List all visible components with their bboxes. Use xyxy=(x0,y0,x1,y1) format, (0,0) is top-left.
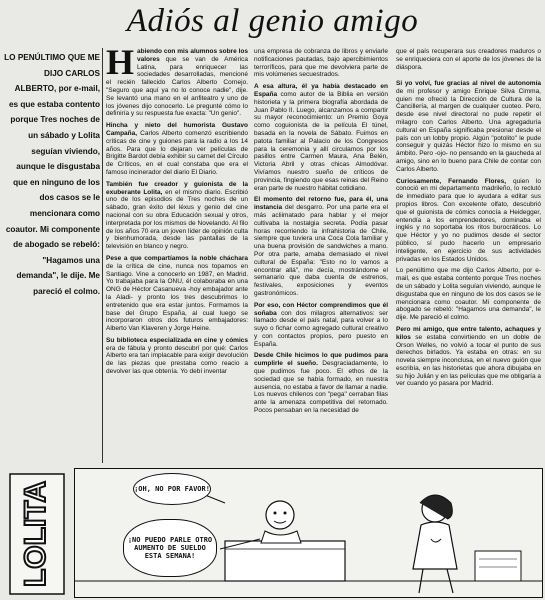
paragraph xyxy=(106,48,248,118)
paragraph-text: de la crítica de cine, nunca nos topamos en Santiago. Vine a conocerlo en 1987, en Madrid. Yo trabajaba para la ONU, él colaboraba en una ONG de Héctor Casanueva -hoy embajador ante la Aladi- y pronto los tres descubrimos lo entretenido que era estar juntos. Formamos la base del Grupo España, al cual luego se incorporaron otros dos futuros embajadores: Alberto Van Klaveren y Jorge Heine. xyxy=(106,262,248,333)
paragraph-lead: También fue creador y guionista de la exuberante Lolita, xyxy=(106,180,248,196)
logo-lettering: LOLITA xyxy=(18,480,52,588)
paragraph xyxy=(254,302,388,349)
comic-strip xyxy=(74,468,543,598)
paragraph-text: como autor de la Biblia en versión historieta y la primera biografía abordada de Juan Pablo II. Luego, alcanzamos a compartir su mayor reconocimiento: un Premio Goya como coguionista de la película El túnel, basada en la novela de Sábato. Fuimos en patota familiar al Palacio de los Congresos para la ceremonia y allí circulamos por los pasillos entre Carmen Maura, Ana Belén, Victoria Abril y otras chicas Almodóvar. Vivíamos nuestro sueño de críticos de provincia, fingiendo que esas reinas del Reino eran parte de nuestro hábitat cotidiano. xyxy=(254,90,388,192)
article-title: Adiós al genio amigo xyxy=(126,3,419,39)
paragraph xyxy=(254,196,388,297)
article-column-1 xyxy=(106,48,248,463)
pull-quote: LO PENÚLTIMO QUE ME DIJO CARLOS ALBERTO, por e-mail, es que estaba contento porque Tres noches de un sábado y Lolita seguían viviendo, aunque le disgustaba que en ninguno de los dos casos se le mencionara como coautor. Mi componente de abogado se rebeló: "Hagamos una demanda", le dije. Me pareció el colmo. xyxy=(4,53,100,296)
paragraph-text: se estaba convirtiendo en un doble de Orson Welles, no volvió a tocar el punto de sus derechos birlados. Ya estaba en otras: en su novela siempre inconclusa, en el nuevo guión que escribía, en las historietas que ahora dibujaba en su hijo Julián y en las películas que me obligaría a ver cuando yo pasara por Madrid. xyxy=(396,333,541,388)
paragraph xyxy=(254,83,388,192)
article-column-3 xyxy=(396,80,541,465)
paragraph-text: del desgarro. Por una parte era el más acliimatado para hablar y el mejor cultivaba la nostalgia secreta. Podía pasar horas recorriendo la infrahistoria de Chile, siempre que tuviera una Coca Cola familiar y una buena provisión de sandwiches a mano. Por otra parte, amaba demasiado el nivel cultural de España: "Esto no lo vamos a encontrar allá", me decía, mostrándome el semanario que daba cuenta de estrenos, festivales, exposiciones y eventos gastronómicos. xyxy=(254,204,388,297)
paragraph-text: con dos milagros alternativos: ser llamado desde el país natal, para volver a lo suyo o fichar como agregado cultural creativo y con contactos propios, pero puesto en España. xyxy=(254,309,388,348)
paragraph xyxy=(396,267,541,322)
paragraph-lead: Pese a que compartíamos la noble cháchara xyxy=(106,254,248,262)
paragraph-lead: Curiosamente, Fernando Flores, xyxy=(396,177,507,185)
article-column-3-top xyxy=(396,48,541,72)
column-divider xyxy=(102,48,103,463)
speech-bubble-2: ¡NO PUEDO PARLE OTRO AUMENTO DE SUELDO ESTA SEMANA! xyxy=(123,519,217,577)
paragraph-lead: Pero mi amigo, que entre talento, achaques y kilos xyxy=(396,325,541,341)
paragraph xyxy=(396,326,541,388)
lolita-logo-icon xyxy=(6,472,68,596)
paragraph xyxy=(254,352,388,414)
drop-cap: H xyxy=(106,48,135,82)
paragraph-lead: Hincha y nieto del humorista Gustavo Campaña, xyxy=(106,122,248,137)
paragraph-lead: Desde Chile hicimos lo que pudimos para cumplirle el sueño. xyxy=(254,352,388,368)
paragraph xyxy=(396,178,541,264)
paragraph-text: Lo penúltimo que me dijo Carlos Alberto, por e-mail, es que estaba contento porque Tres noches de un sábado y Lolita seguían viviendo, aunque le disgustaba que en ninguno de los dos casos se le mencionara como coautor. Mi componente de abogado se rebeló: "Hagamos una demanda", le dije. Me pareció el colmo. xyxy=(396,267,541,322)
paragraph xyxy=(396,80,541,174)
paragraph-text: Desgraciadamente, lo que pudimos fue poco. El ethos de la sociedad que se había formado, en nuestra ausencia, no estaba a favor de llamar a nadie. Los nuevos chilenos con "pega" cerraban filas ante la amenaza competitiva del retornado. Pocos pensaban en la necesidad de xyxy=(254,360,388,415)
paragraph-lead: Su biblioteca especializada en cine y cómics xyxy=(106,336,248,344)
paragraph-lead: Si yo volví, fue gracias al nivel de autonomía xyxy=(396,80,541,87)
paragraph xyxy=(106,255,248,333)
paragraph-lead: Por eso, con Héctor comprendimos que él soñaba xyxy=(254,301,388,317)
paragraph-text: que el país recuperara sus creadores maduros o se enriqueciera con el aporte de los jóvenes de la diáspora. xyxy=(396,48,541,71)
paragraph-text: era de fábula y pronto descubrí por qué: Carlos Alberto era tan implacable para exigir devolución de las piezas que prestaba como reacio a devolver las que obtenía. Yo debí inventar xyxy=(106,344,248,376)
paragraph-lead: A esa altura, él ya había destacado en España xyxy=(254,83,388,98)
paragraph xyxy=(106,337,248,376)
article-column-2 xyxy=(254,48,388,463)
paragraph xyxy=(254,48,388,79)
paragraph xyxy=(106,181,248,251)
paragraph-text: quien lo conoció en mi departamento madrileño, lo reclutó de inmediato para que lo ayudara a editar sus propios libros. Con excelente olfato, descubrió que el guionista de cómics conocía a Heidegger, entendía a los emprendedores, dominaba el inglés y no soportaba los ritos burocráticos. Lo que Héctor y yo no pudimos desde el sector público, sí pudo hacerlo un empresario inteligente, en ejercicio de sus actividades privadas en los Estados Unidos. xyxy=(396,177,541,263)
pull-quote-column xyxy=(4,48,100,300)
paragraph-text: de mi profesor y amigo Enrique Silva Cimma, quien me ofreció la Dirección de Cultura de la Cancillería, al margen de cualquier cuoteo. Pero, desde ese nivel directoral no pude repetir el milagro con Carlos Alberto. Una agregaduría cultural en España significaba presionar desde el país con un lobby propio. Algún "potolito" le pude conseguir y quizás Héctor hizo lo mismo en su ámbito. Pero -ojo- no pensando en la gaucheda al amigo, sino en lo bueno para Chile de contar con Carlos Alberto. xyxy=(396,87,541,173)
paragraph-text: que se van de América Latina, para enriquecer las sociedades desarrolladas, mencioné el recién fallecido Carlos Alberto Cornejo. "Seguro que aquí ya no lo conoce nadie", dije. Se levantó una mano en el anfiteatro y uno de los jóvenes dijo conocerlo. Le pregunté cómo lo definiría y su respuesta fue exacta: "Un genio". xyxy=(106,55,248,118)
paragraph-text: una empresa de cobranza de libros y enviarle notificaciones pautadas, bajo apercibimientos terroríficos, para que me devolviera parte de mis volúmenes secuestrados. xyxy=(254,48,388,79)
paragraph-text: en el mismo diario. Escribió uno de los episodios de Tres noches de un sábado, gran éxito del léxus y genio del cine nacional con su obra Educación sexual y otros, interpretada por los mismos de Novelando. Al filo de los años 70 era un joven líder de opinión culta y bienhumorada, desde las pantallas de la televisión en blanco y negro. xyxy=(106,188,248,251)
speech-bubble-1: ¡OH, NO POR FAVOR! xyxy=(133,473,211,505)
paragraph-text: Carlos Alberto comenzó escribiendo críticas de cine y guiones para la radio a los 14 años. Para que lo dejaran ver películas de Brigitte Bardot debía exhibir su carnet del Círculo de Críticos, en el cual constaba que era el famoso incinerador del diario El Diario. xyxy=(106,129,248,176)
paragraph-lead: El momento del retorno fue, para él, una instancia xyxy=(254,196,388,212)
paragraph xyxy=(106,122,248,177)
paragraph-lead: abiendo con mis alumnos sobre los valores xyxy=(137,48,248,63)
